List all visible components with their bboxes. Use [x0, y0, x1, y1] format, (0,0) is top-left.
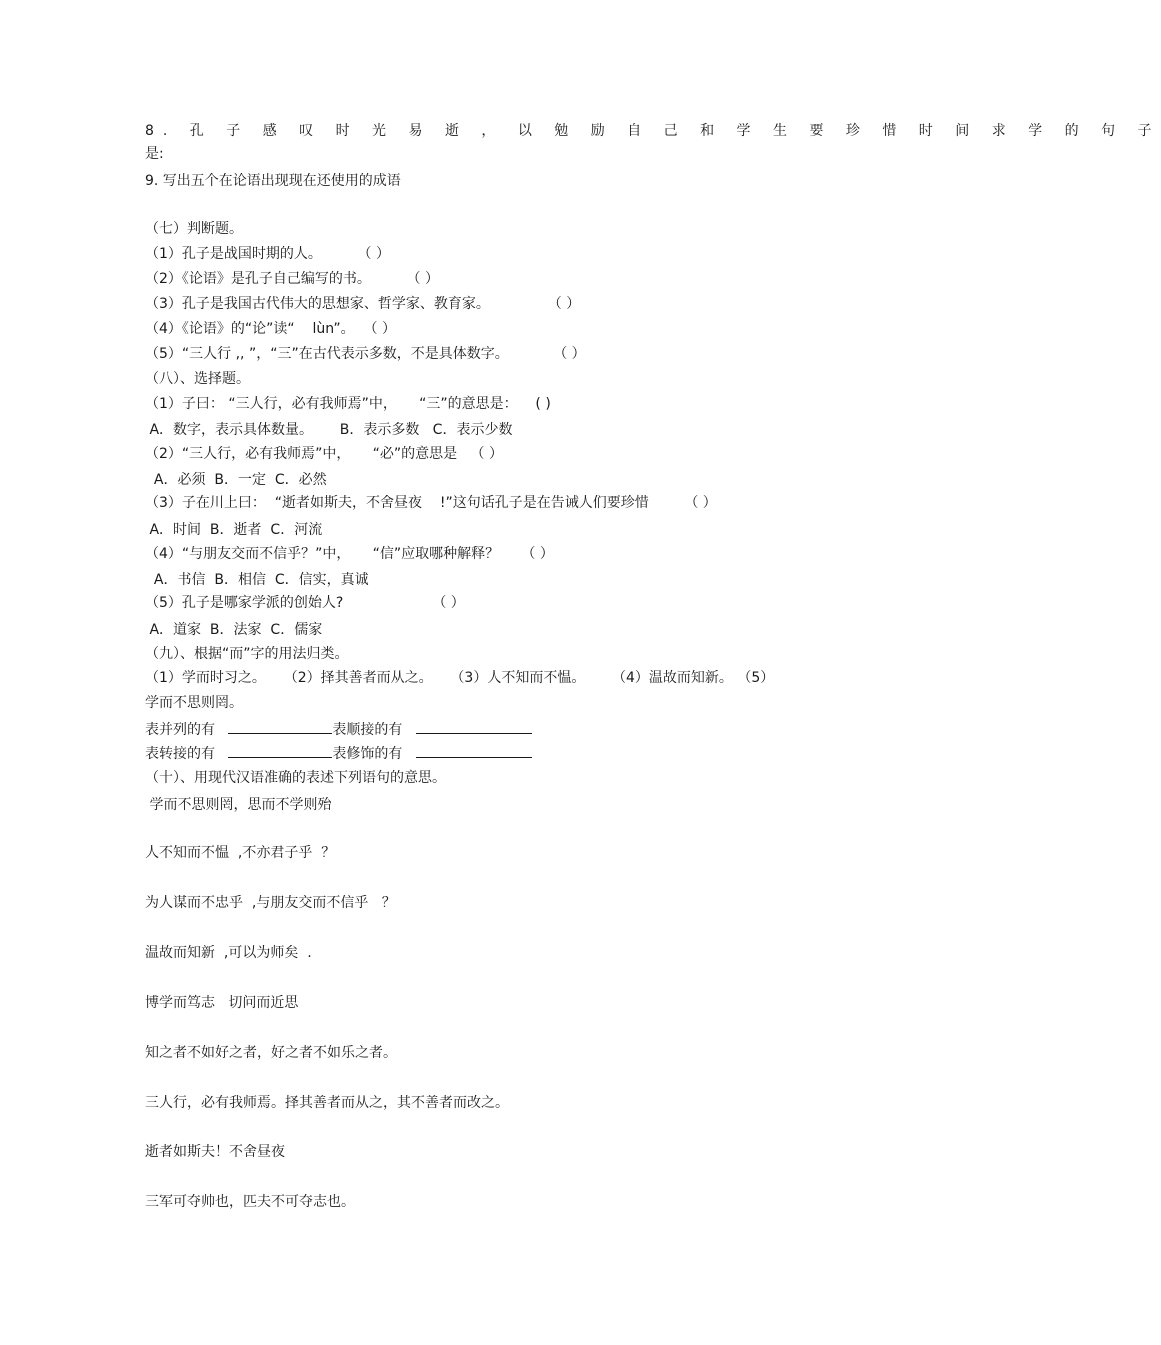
sequential-label: 表顺接的有 [332, 722, 403, 738]
section-10-title: （十）、用现代汉语准确的表述下列语句的意思。 [145, 770, 446, 786]
er-sentences-line1: （1）学而时习之。 （2）择其善者而从之。 （3）人不知而不愠。 （4）温故而知新。 （5） [145, 670, 775, 686]
translate-item-3: 为人谋而不忠乎 ,与朋友交而不信乎 ？ [145, 895, 396, 911]
choice-a5: A．道家 B．法家 C．儒家 [145, 622, 323, 638]
choice-a1: A．数字，表示具体数量。 B．表示多数 C．表示少数 [145, 422, 513, 438]
choice-a2: A．必须 B．一定 C．必然 [145, 472, 327, 488]
choice-q2: （2）“三人行，必有我师焉”中， “必”的意思是 （ ） [145, 446, 503, 462]
translate-item-5: 博学而笃志 切问而近思 [145, 995, 299, 1011]
choice-q5: （5）孔子是哪家学派的创始人? （ ） [145, 595, 465, 611]
translate-item-8: 逝者如斯夫！不舍昼夜 [145, 1144, 285, 1160]
choice-a4: A．书信 B．相信 C．信实，真诚 [145, 572, 369, 588]
judge-item-3: （3）孔子是我国古代伟大的思想家、哲学家、教育家。 （ ） [145, 296, 581, 312]
translate-item-4: 温故而知新 ,可以为师矣 . [145, 945, 312, 961]
modifying-answer-blank[interactable] [416, 743, 532, 758]
choice-a3: A．时间 B．逝者 C．河流 [145, 522, 323, 538]
translate-item-6: 知之者不如好之者，好之者不如乐之者。 [145, 1045, 397, 1061]
parallel-answer-blank[interactable] [228, 719, 332, 734]
sequential-answer-blank[interactable] [416, 719, 532, 734]
translate-item-9: 三军可夺帅也，匹夫不可夺志也。 [145, 1194, 355, 1210]
q8-line2: 是: [145, 146, 164, 162]
modifying-label: 表修饰的有 [332, 746, 403, 762]
translate-item-2: 人不知而不愠 ,不亦君子乎 ？ [145, 845, 336, 861]
parallel-label: 表并列的有 [145, 722, 215, 738]
section-9-title: （九）、根据“而”字的用法归类。 [145, 646, 349, 662]
section-7-title: （七）判断题。 [145, 221, 243, 237]
judge-item-4: （4）《论语》的“论”读“ lùn”。 （ ） [145, 321, 396, 337]
q8-line1: 8. 孔 子 感 叹 时 光 易 逝 ， 以 勉 励 自 己 和 学 生 要 珍 惜 时 间 求 学 的 句 子 [145, 123, 1161, 139]
choice-q3: （3）子在川上曰： “逝者如斯夫，不舍昼夜 !”这句话孔子是在告诫人们要珍惜 （ ） [145, 495, 717, 511]
judge-item-5: （5）“三人行 ,, ”，“三”在古代表示多数，不是具体数字。 （ ） [145, 346, 586, 362]
adversative-label: 表转接的有 [145, 746, 215, 762]
section-8-title: （八）、选择题。 [145, 371, 250, 387]
judge-item-1: （1）孔子是战国时期的人。 （ ） [145, 246, 390, 262]
translate-item-1: 学而不思则罔，思而不学则殆 [145, 797, 332, 813]
q9: 9. 写出五个在论语出现现在还使用的成语 [145, 173, 401, 189]
translate-item-7: 三人行，必有我师焉。择其善者而从之，其不善者而改之。 [145, 1095, 509, 1111]
classify-row-2 [145, 743, 532, 763]
classify-row-1 [145, 719, 532, 739]
er-sentences-line2: 学而不思则罔。 [145, 695, 243, 711]
judge-item-2: （2）《论语》是孔子自己编写的书。 （ ） [145, 271, 439, 287]
choice-q4: （4）“与朋友交而不信乎？”中， “信”应取哪种解释？ （ ） [145, 546, 554, 562]
adversative-answer-blank[interactable] [228, 743, 332, 758]
choice-q1: （1）子曰： “三人行，必有我师焉”中， “三”的意思是： ( ) [145, 396, 551, 412]
